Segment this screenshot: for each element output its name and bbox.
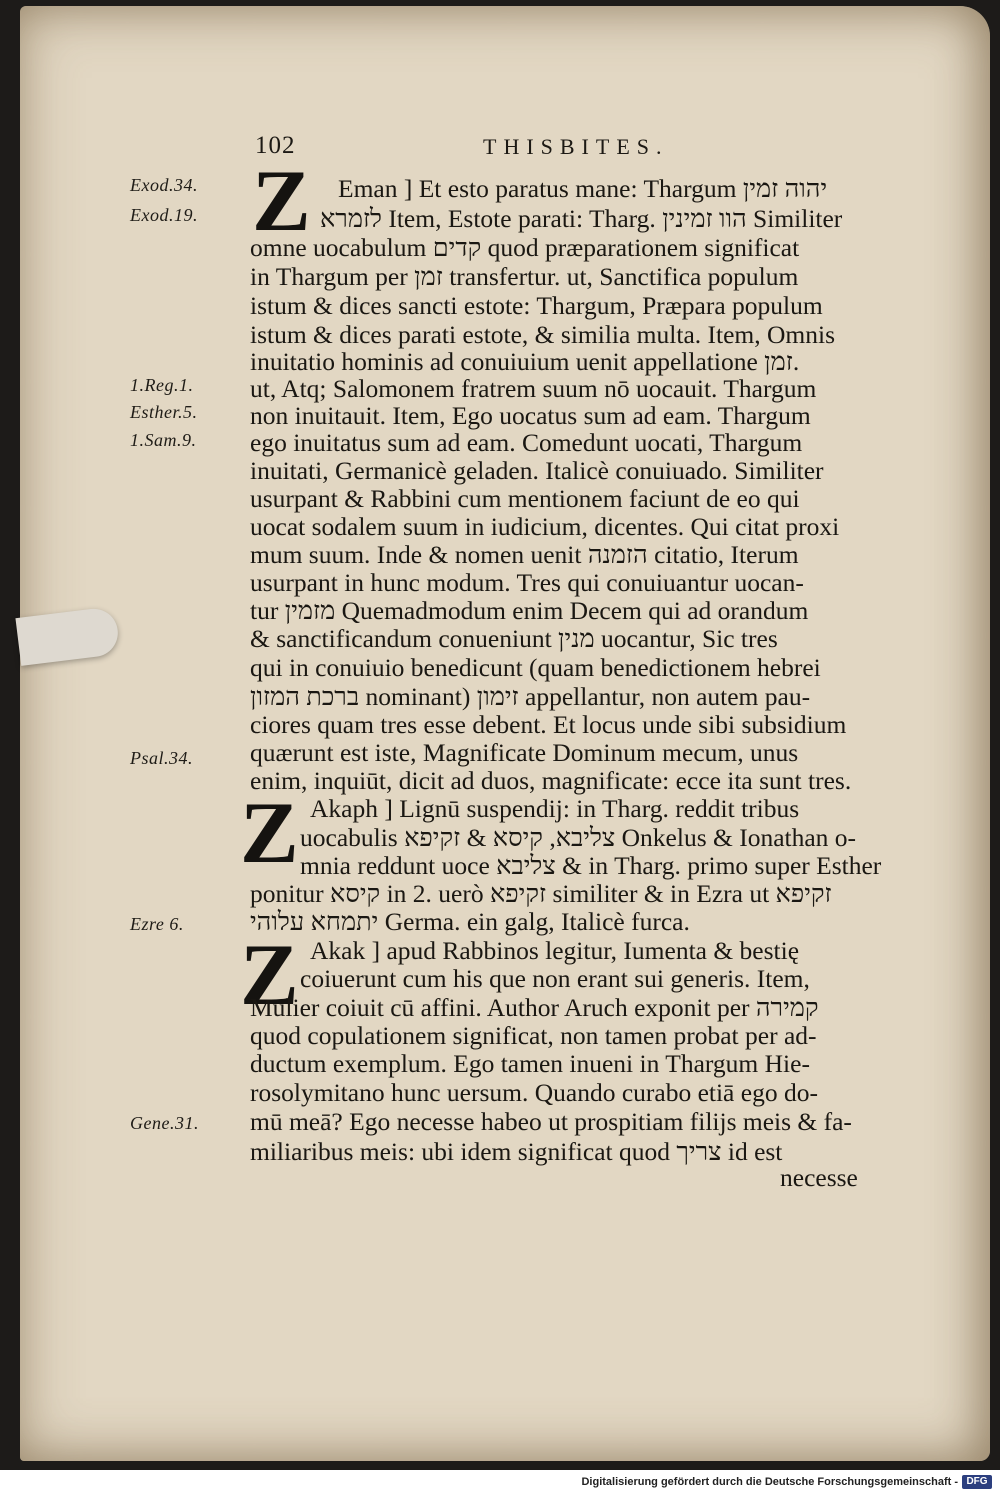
- text-line: tur מזמין Quemadmodum enim Decem qui ad orandum: [250, 596, 809, 625]
- text-line: usurpant in hunc modum. Tres qui conuiuantur uocan-: [250, 568, 804, 597]
- text-line: non inuitauit. Item, Ego uocatus sum ad eam. Thargum: [250, 401, 811, 430]
- text-line: Akak ] apud Rabbinos legitur, Iumenta & bestię: [310, 936, 800, 965]
- text-line: coiuerunt cum his que non erant sui generis. Item,: [300, 964, 810, 993]
- text-line: ego inuitatus sum ad eam. Comedunt uocati, Thargum: [250, 428, 803, 457]
- margin-note: Esther.5.: [130, 402, 198, 422]
- funding-credit: Digitalisierung gefördert durch die Deutsche Forschungsgemeinschaft -: [581, 1476, 958, 1488]
- text-line: quærunt est iste, Magnificate Dominum mecum, unus: [250, 738, 799, 767]
- text-line: ut, Atq; Salomonem fratrem suum nō uocauit. Thargum: [250, 374, 817, 403]
- catchword: necesse: [780, 1163, 858, 1192]
- text-line: inuitati, Germanicè geladen. Italicè conuiuado. Similiter: [250, 456, 824, 485]
- page-number: 102: [255, 132, 296, 159]
- text-line: enim, inquiūt, dicit ad duos, magnificate: ecce ita sunt tres.: [250, 766, 852, 795]
- text-line: usurpant & Rabbini cum mentionem faciunt de eo qui: [250, 484, 800, 513]
- text-line: יתמחא עלוהי Germa. ein galg, Italicè furca.: [250, 907, 690, 936]
- text-line: quod copulationem significat, non tamen probat per ad-: [250, 1021, 817, 1050]
- text-line: istum & dices parati estote, & similia multa. Item, Omnis: [250, 320, 835, 349]
- text-line: ciores quam tres esse debent. Et locus unde sibi subsidium: [250, 710, 847, 739]
- dfg-logo: DFG: [962, 1475, 992, 1489]
- text-line: Eman ] Et esto paratus mane: Thargum יהוה זמין: [338, 174, 828, 203]
- text-line: in Thargum per זמן transfertur. ut, Sanctifica populum: [250, 262, 799, 291]
- digitization-footer: [0, 1470, 1000, 1495]
- running-title: THISBITES.: [483, 134, 669, 159]
- margin-note: 1.Reg.1.: [130, 375, 194, 395]
- margin-note: 1.Sam.9.: [130, 430, 197, 450]
- page-header: [255, 132, 895, 166]
- text-line: qui in conuiuio benedicunt (quam benedictionem hebrei: [250, 653, 821, 682]
- text-line: istum & dices sancti estote: Thargum, Præpara populum: [250, 291, 823, 320]
- drop-cap-initial: Z: [240, 785, 299, 882]
- text-line: inuitatio hominis ad conuiuium uenit appellatione זמן.: [250, 347, 800, 376]
- text-line: mū meā? Ego necesse habeo ut prospitiam filijs meis & fa-: [250, 1107, 852, 1136]
- drop-cap-initial: Z: [252, 153, 311, 250]
- text-line: uocat sodalem suum in iudicium, dicentes. Qui citat proxi: [250, 512, 840, 541]
- margin-note: Exod.19.: [130, 205, 198, 225]
- margin-note: Exod.34.: [130, 175, 198, 195]
- text-line: Akaph ] Lignū suspendij: in Tharg. reddit tribus: [310, 794, 800, 823]
- drop-cap-initial: Z: [240, 927, 299, 1024]
- text-line: uocabulis צליבא, קיסא & זקיפא Onkelus & Ionathan o-: [300, 823, 857, 852]
- text-line: mnia reddunt uoce צליבא & in Tharg. primo super Esther: [300, 851, 882, 880]
- margin-note: Ezre 6.: [130, 914, 184, 934]
- text-line: לזמרא Item, Estote parati: Tharg. הוו זמינין Similiter: [320, 204, 843, 233]
- text-line: & sanctificandum conueniunt מנין uocantur, Sic tres: [250, 624, 778, 653]
- text-line: ברכת המזון nominant) זימון appellantur, non autem pau-: [250, 682, 811, 711]
- margin-note: Psal.34.: [130, 748, 194, 768]
- text-line: rosolymitano hunc uersum. Quando curabo etiā ego do-: [250, 1078, 818, 1107]
- text-line: Mulier coiuit cū affini. Author Aruch exponit per קמירה: [250, 993, 819, 1022]
- text-line: omne uocabulum קדים quod præparationem significat: [250, 233, 800, 262]
- text-line: ponitur קיסא in 2. uerò זקיפא similiter & in Ezra ut זקיפא: [250, 879, 832, 908]
- text-line: miliaribus meis: ubi idem significat quod צריך id est: [250, 1137, 783, 1166]
- text-line: ductum exemplum. Ego tamen inueni in Thargum Hie-: [250, 1049, 810, 1078]
- margin-note: Gene.31.: [130, 1113, 199, 1133]
- text-line: mum suum. Inde & nomen uenit הזמנה citatio, Iterum: [250, 540, 799, 569]
